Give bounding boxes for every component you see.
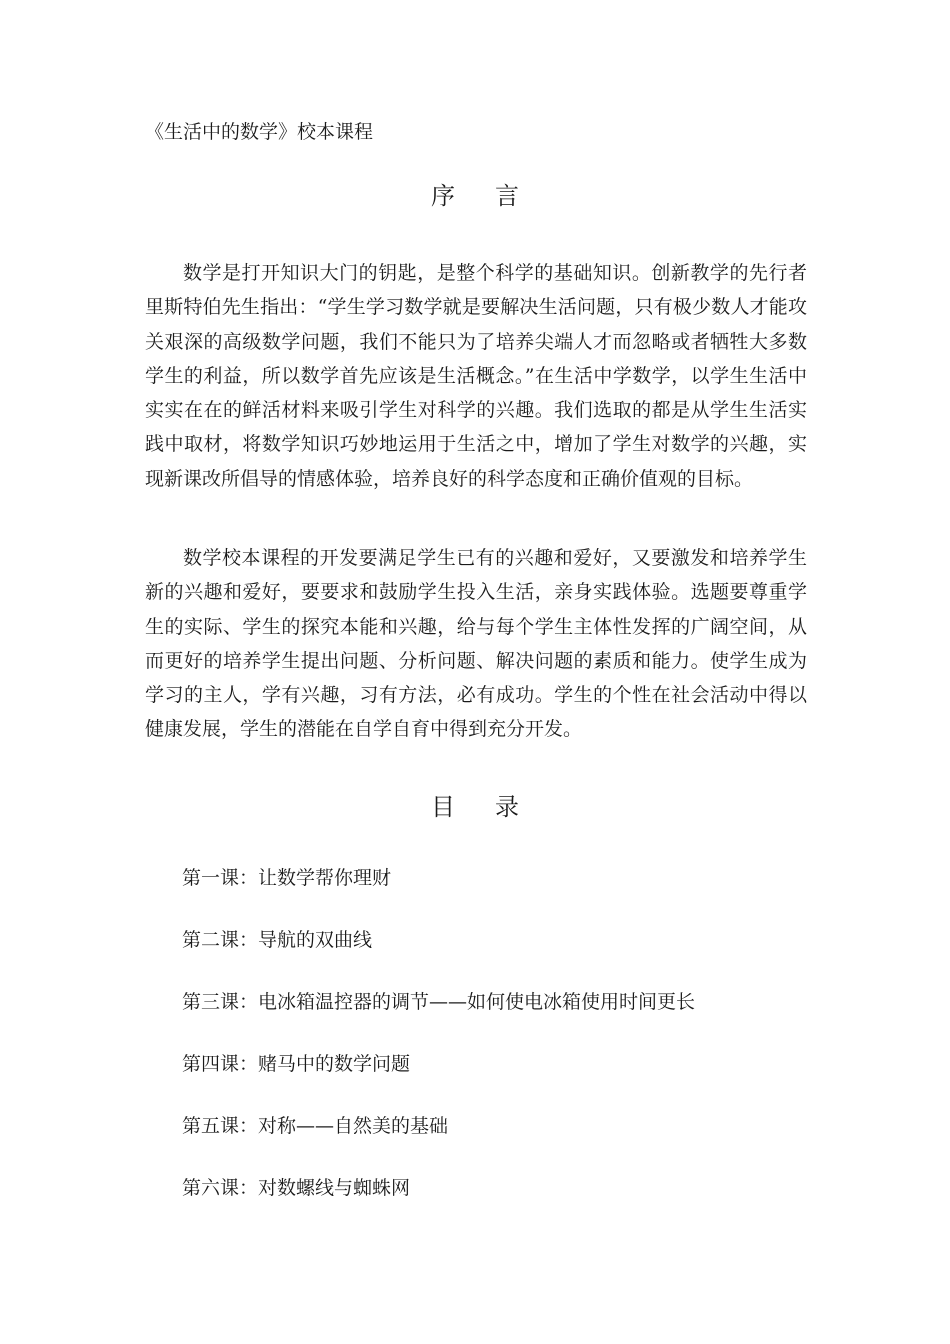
toc-title-char-1: 目 [431, 793, 455, 821]
preface-paragraph-1: 数学是打开知识大门的钥匙，是整个科学的基础知识。创新教学的先行者里斯特伯先生指出：“学生学习数学就是要解决生活问题，只有极少数人才能攻关艰深的高级数学问题，我们不能只为了培养尖端人才而忽略或者牺牲大多数学生的利益，所以数学首先应该是生活概念。”在生活中学数学，以学生生活中实实在在的鲜活材料来吸引学生对科学的兴趣。我们选取的都是从学生生活实践中取材，将数学知识巧妙地运用于生活之中，增加了学生对数学的兴趣，实现新课改所倡导的情感体验，培养良好的科学态度和正确价值观的目标。 [145, 262, 807, 490]
preface-title-char-2: 言 [495, 182, 519, 210]
toc-item-2: 第二课：导航的双曲线 [182, 929, 373, 951]
toc-item-6: 第六课：对数螺线与蜘蛛网 [182, 1177, 411, 1199]
toc-item-3: 第三课：电冰箱温控器的调节——如何使电冰箱使用时间更长 [182, 991, 696, 1013]
toc-item-1: 第一课：让数学帮你理财 [182, 867, 392, 889]
toc-title-char-2: 录 [495, 793, 519, 821]
toc-item-4: 第四课：赌马中的数学问题 [182, 1053, 411, 1075]
preface-paragraph-2: 数学校本课程的开发要满足学生已有的兴趣和爱好，又要激发和培养学生新的兴趣和爱好，要要求和鼓励学生投入生活，亲身实践体验。选题要尊重学生的实际、学生的探究本能和兴趣，给与每个学生主体性发挥的广阔空间，从而更好的培养学生提出问题、分析问题、解决问题的素质和能力。使学生成为学习的主人，学有兴趣，习有方法，必有成功。学生的个性在社会活动中得以健康发展，学生的潜能在自学自育中得到充分开发。 [145, 547, 807, 741]
preface-title [0, 181, 950, 211]
preface-title-char-1: 序 [431, 182, 455, 210]
document-header: 《生活中的数学》校本课程 [145, 121, 374, 143]
toc-item-5: 第五课：对称——自然美的基础 [182, 1115, 449, 1137]
table-of-contents [182, 865, 695, 1237]
toc-title [0, 792, 950, 822]
